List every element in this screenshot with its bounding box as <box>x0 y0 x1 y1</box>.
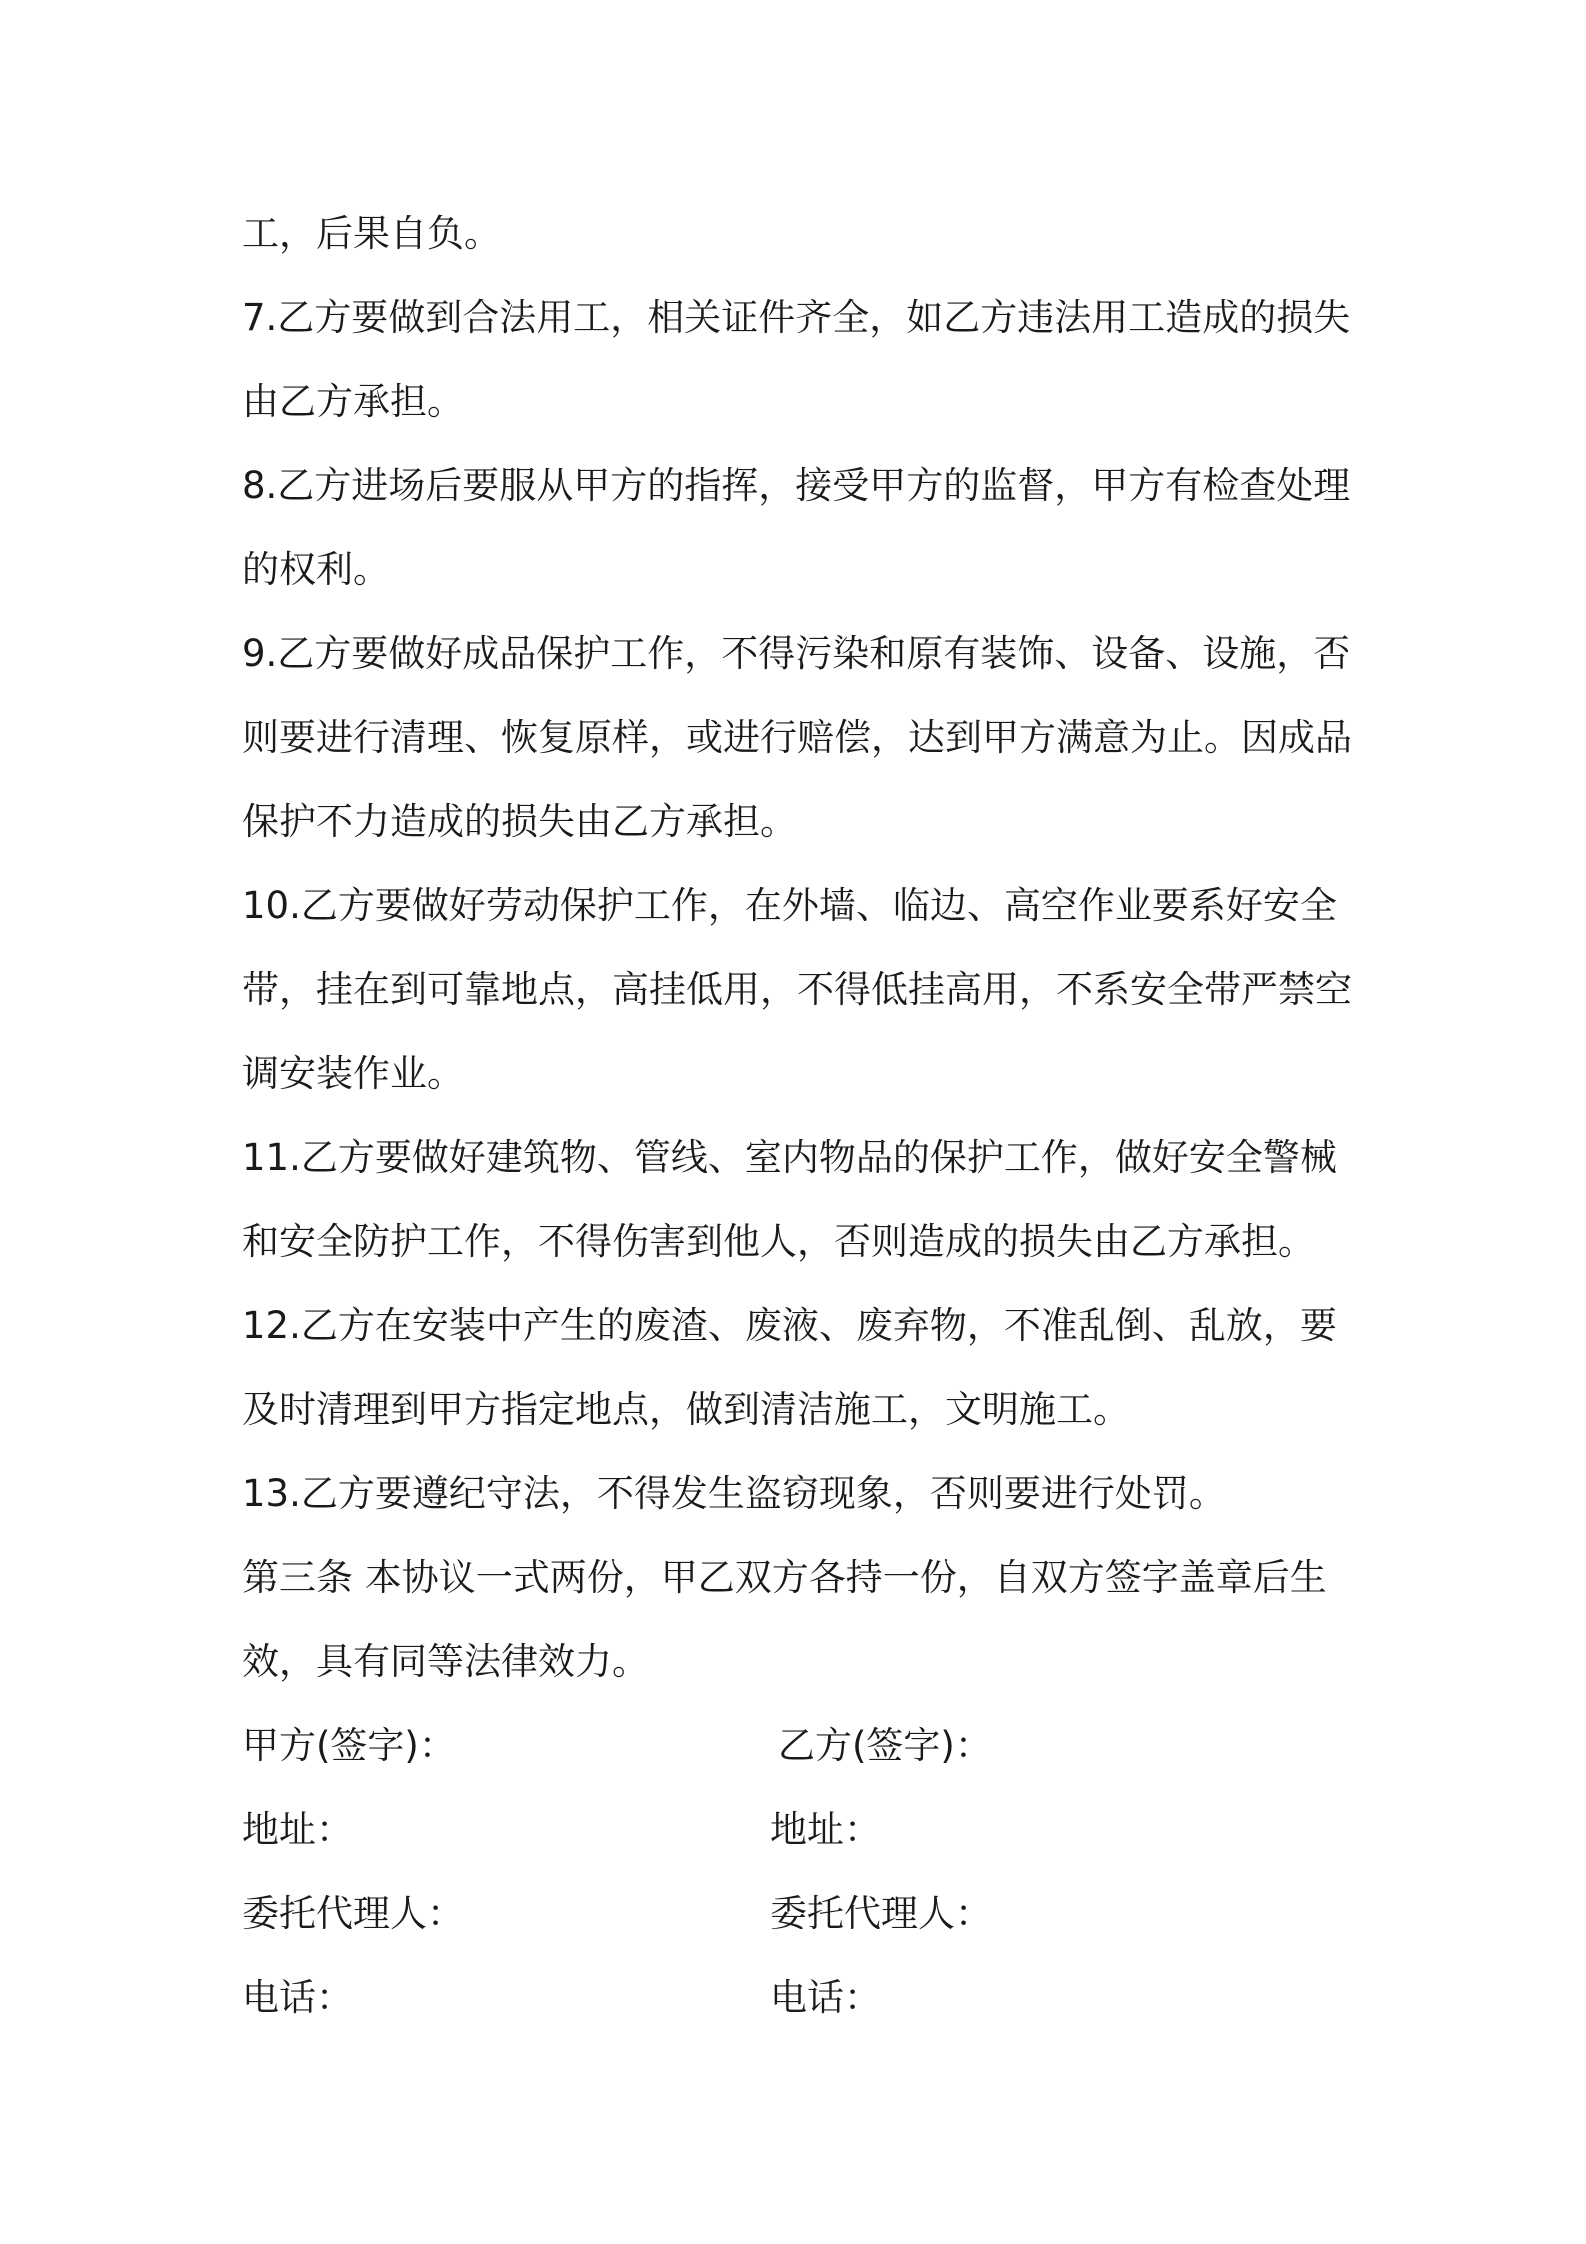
party-a-sign-label: 甲方(签字)： <box>242 1724 456 1767</box>
article-3: 第三条 本协议一式两份，甲乙双方各持一份，自双方签字盖章后生效，具有同等法律效力。 <box>242 1556 1327 1683</box>
signature-row-sign <box>242 1704 1362 1788</box>
party-b-sign-label: 乙方(签字)： <box>778 1724 992 1767</box>
party-a-phone-label: 电话： <box>242 1976 353 2019</box>
party-b-agent-label: 委托代理人： <box>770 1892 992 1935</box>
clause-13: 13.乙方要遵纪守法，不得发生盗窃现象，否则要进行处罚。 <box>242 1472 1226 1515</box>
paragraph-continuation: 工，后果自负。 <box>242 212 501 255</box>
contract-body <box>242 192 1362 2040</box>
clause-11: 11.乙方要做好建筑物、管线、室内物品的保护工作，做好安全警械和安全防护工作，不得伤害到他人，否则造成的损失由乙方承担。 <box>242 1136 1337 1263</box>
clause-9: 9.乙方要做好成品保护工作，不得污染和原有装饰、设备、设施，否则要进行清理、恢复原样，或进行赔偿，达到甲方满意为止。因成品保护不力造成的损失由乙方承担。 <box>242 632 1352 843</box>
party-a-address-label: 地址： <box>242 1808 353 1851</box>
clause-7: 7.乙方要做到合法用工，相关证件齐全，如乙方违法用工造成的损失由乙方承担。 <box>242 296 1351 423</box>
clause-8: 8.乙方进场后要服从甲方的指挥，接受甲方的监督，甲方有检查处理的权利。 <box>242 464 1351 591</box>
signature-row-address <box>242 1788 1362 1872</box>
party-b-address-label: 地址： <box>770 1808 881 1851</box>
clause-12: 12.乙方在安装中产生的废渣、废液、废弃物，不准乱倒、乱放，要及时清理到甲方指定地点，做到清洁施工，文明施工。 <box>242 1304 1337 1431</box>
clause-10: 10.乙方要做好劳动保护工作，在外墙、临边、高空作业要系好安全带，挂在到可靠地点，高挂低用，不得低挂高用，不系安全带严禁空调安装作业。 <box>242 884 1352 1095</box>
party-b-phone-label: 电话： <box>770 1976 881 2019</box>
signature-block <box>242 1704 1362 2040</box>
party-a-agent-label: 委托代理人： <box>242 1892 464 1935</box>
signature-row-agent <box>242 1872 1362 1956</box>
signature-row-phone <box>242 1956 1362 2040</box>
